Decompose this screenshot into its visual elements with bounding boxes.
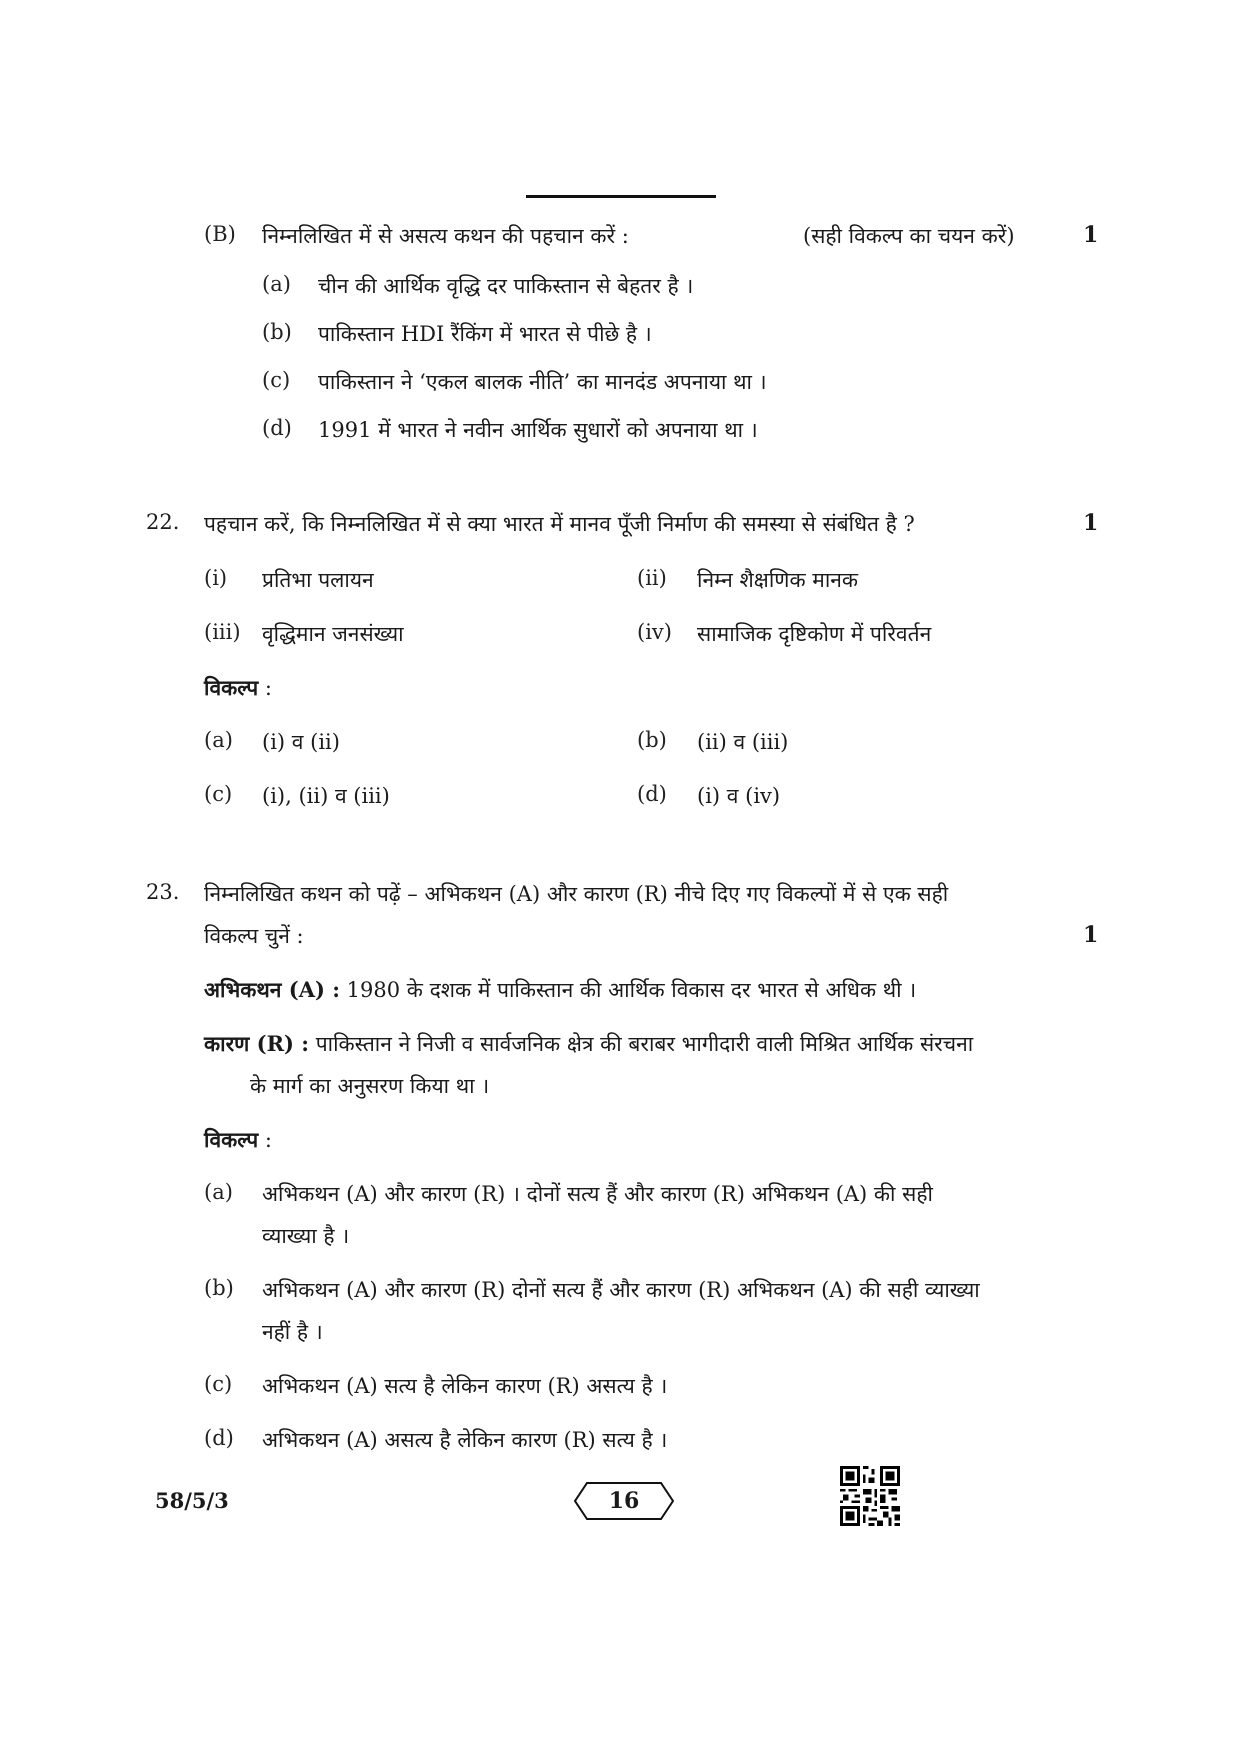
q21b-option-b-label: (b)	[262, 320, 292, 344]
q23-option-a-label: (a)	[204, 1180, 233, 1204]
q22-stem: पहचान करें, कि निम्नलिखित में से क्या भारत में मानव पूँजी निर्माण की समस्या से संबंधित है ?	[204, 512, 915, 536]
q23-option-b-label: (b)	[204, 1276, 234, 1300]
paper-code: 58/5/3	[155, 1488, 229, 1513]
q22-options-heading	[204, 674, 272, 702]
q21b-stem: निम्नलिखित में से असत्य कथन की पहचान करें :	[262, 224, 629, 248]
q21b-marks: 1	[1083, 222, 1099, 248]
q23-assertion	[204, 976, 916, 1004]
q22-item-iii: वृद्धिमान जनसंख्या	[262, 622, 404, 646]
page-number: 16	[608, 1488, 640, 1514]
q21b-option-d: 1991 में भारत ने नवीन आर्थिक सुधारों को अपनाया था ।	[318, 418, 758, 442]
q22-item-iii-label: (iii)	[204, 620, 241, 644]
q22-option-b: (ii) व (iii)	[697, 730, 789, 754]
q23-reason-line2: के मार्ग का अनुसरण किया था ।	[250, 1074, 490, 1098]
q22-item-ii: निम्न शैक्षणिक मानक	[697, 568, 859, 592]
q21b-option-a: चीन की आर्थिक वृद्धि दर पाकिस्तान से बेहतर है ।	[318, 274, 694, 298]
q22-item-ii-label: (ii)	[637, 566, 667, 590]
q23-stem-line1: निम्नलिखित कथन को पढ़ें – अभिकथन (A) और कारण (R) नीचे दिए गए विकल्पों में से एक सही	[204, 882, 949, 906]
q21b-option-c-label: (c)	[262, 368, 291, 392]
q22-marks: 1	[1083, 510, 1099, 536]
q22-option-c-label: (c)	[204, 782, 233, 806]
q23-assertion-label: अभिकथन (A) :	[204, 977, 340, 1002]
q23-option-a-line1: अभिकथन (A) और कारण (R) । दोनों सत्य हैं और कारण (R) अभिकथन (A) की सही	[262, 1182, 933, 1206]
q22-item-i-label: (i)	[204, 566, 228, 590]
q21b-option-d-label: (d)	[262, 416, 292, 440]
q23-option-d: अभिकथन (A) असत्य है लेकिन कारण (R) सत्य है ।	[262, 1428, 668, 1452]
top-rule	[526, 195, 716, 198]
q23-reason	[204, 1030, 973, 1058]
q22-option-d: (i) व (iv)	[697, 784, 781, 808]
q22-option-d-label: (d)	[637, 782, 667, 806]
q21b-option-b: पाकिस्तान HDI रैंकिंग में भारत से पीछे है ।	[318, 322, 652, 346]
q23-option-d-label: (d)	[204, 1426, 234, 1450]
q23-option-b-line2: नहीं है ।	[262, 1320, 323, 1344]
q21b-instruction: (सही विकल्प का चयन करें)	[803, 224, 1015, 248]
q21b-label: (B)	[204, 222, 236, 246]
q22-number: 22.	[146, 510, 180, 534]
q22-options-heading-colon: :	[258, 676, 272, 700]
q21b-option-a-label: (a)	[262, 272, 291, 296]
q23-options-heading-text: विकल्प	[204, 1127, 259, 1152]
q23-number: 23.	[146, 880, 180, 904]
q23-option-c-label: (c)	[204, 1372, 233, 1396]
q22-option-a: (i) व (ii)	[262, 730, 340, 754]
q23-option-b-line1: अभिकथन (A) और कारण (R) दोनों सत्य हैं और कारण (R) अभिकथन (A) की सही व्याख्या	[262, 1278, 980, 1302]
q23-option-a-line2: व्याख्या है ।	[262, 1224, 350, 1248]
q23-marks: 1	[1083, 922, 1099, 948]
q22-item-i: प्रतिभा पलायन	[262, 568, 374, 592]
q23-reason-line1: पाकिस्तान ने निजी व सार्वजनिक क्षेत्र की बराबर भागीदारी वाली मिश्रित आर्थिक संरचना	[309, 1032, 974, 1056]
q22-option-b-label: (b)	[637, 728, 667, 752]
page-number-box	[573, 1481, 675, 1521]
q21b-option-c: पाकिस्तान ने ‘एकल बालक नीति’ का मानदंड अपनाया था ।	[318, 370, 767, 394]
q22-item-iv: सामाजिक दृष्टिकोण में परिवर्तन	[697, 622, 932, 646]
q23-options-heading	[204, 1126, 272, 1154]
q23-stem-line2: विकल्प चुनें :	[204, 924, 304, 948]
q22-option-a-label: (a)	[204, 728, 233, 752]
qr-code-icon	[840, 1466, 900, 1526]
q22-item-iv-label: (iv)	[637, 620, 672, 644]
q22-options-heading-text: विकल्प	[204, 675, 259, 700]
q23-reason-label: कारण (R) :	[204, 1031, 310, 1056]
q23-options-heading-colon: :	[258, 1128, 272, 1152]
q23-assertion-text: 1980 के दशक में पाकिस्तान की आर्थिक विकास दर भारत से अधिक थी ।	[340, 978, 917, 1002]
q22-option-c: (i), (ii) व (iii)	[262, 784, 390, 808]
q23-option-c: अभिकथन (A) सत्य है लेकिन कारण (R) असत्य है ।	[262, 1374, 668, 1398]
